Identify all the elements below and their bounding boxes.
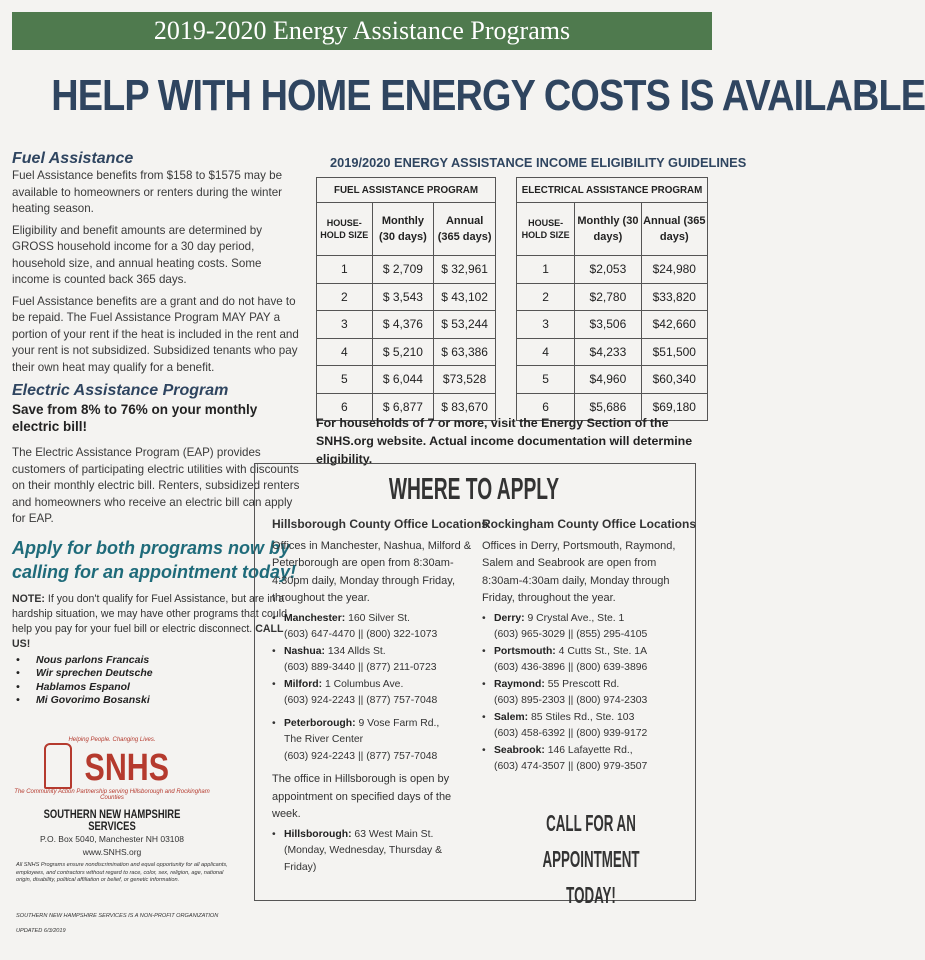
call-us: CALL US! xyxy=(12,622,284,650)
table-caption: ELECTRICAL ASSISTANCE PROGRAM xyxy=(517,178,708,203)
table-cell: $ 53,244 xyxy=(434,311,496,339)
office-address: 55 Prescott Rd. xyxy=(547,678,620,690)
table-row xyxy=(317,256,496,284)
table-cell: 2 xyxy=(517,283,575,311)
office-phone: (603) 895-2303 || (800) 974-2303 xyxy=(494,695,648,706)
note-label: NOTE: xyxy=(12,592,45,605)
hillsborough-heading: Hillsborough County Office Locations xyxy=(272,517,488,531)
po-box: P.O. Box 5040, Manchester NH 03108 xyxy=(40,834,184,844)
table-cell: 3 xyxy=(317,311,373,339)
table-cell: $4,233 xyxy=(575,338,641,366)
banner-title: 2019-2020 Energy Assistance Programs xyxy=(12,12,712,50)
office-name: Milford: xyxy=(284,678,323,690)
column-header: HOUSE-HOLD SIZE xyxy=(517,203,575,256)
where-to-apply-title: WHERE TO APPLY xyxy=(388,471,560,506)
page-headline: HELP WITH HOME ENERGY COSTS IS AVAILABLE xyxy=(51,71,925,120)
table-cell: $ 2,709 xyxy=(372,256,434,284)
table-cell: $ 6,044 xyxy=(372,366,434,394)
fuel-paragraph-1: Fuel Assistance benefits from $158 to $1575 may be available to homeowners or renters during the winter heating season. xyxy=(12,169,283,215)
table-cell: $ 83,670 xyxy=(434,393,496,421)
table-cell: $ 3,543 xyxy=(372,283,434,311)
fuel-paragraph-3: Fuel Assistance benefits are a grant and do not have to be repaid. The Fuel Assistance Program MAY PAY a portion of your rent if the heat is included in the rent and your rent is not subsidized. Subsidized tenants who pay their own heat may qualify for a benefit. xyxy=(12,294,299,374)
column-header: Monthly (30 days) xyxy=(575,203,641,256)
table-cell: 1 xyxy=(517,256,575,284)
hillsborough-note: The office in Hillsborough is open by appointment on specified days of the week. xyxy=(272,773,452,820)
office-phone: (603) 965-3029 || (855) 295-4105 xyxy=(494,629,648,640)
office-name: Derry: xyxy=(494,612,525,624)
office-address: 63 West Main St. xyxy=(354,828,434,840)
table-row xyxy=(317,366,496,394)
table-caption: FUEL ASSISTANCE PROGRAM xyxy=(317,178,496,203)
table-row xyxy=(317,311,496,339)
table-cell: 4 xyxy=(317,338,373,366)
eap-subtitle: Save from 8% to 76% on your monthly electric bill! xyxy=(12,402,258,434)
office-address: 160 Silver St. xyxy=(348,612,410,624)
nonprofit-statement: SOUTHERN NEW HAMPSHIRE SERVICES IS A NON-PROFIT ORGANIZATION xyxy=(16,913,219,919)
table-row xyxy=(317,283,496,311)
table-cell: $73,528 xyxy=(434,366,496,394)
office-name: Salem: xyxy=(494,711,529,723)
office-days: (Monday, Wednesday, Thursday & Friday) xyxy=(284,845,443,873)
table-cell: $ 32,961 xyxy=(434,256,496,284)
office-address: 134 Allds St. xyxy=(327,645,386,657)
table-cell: 4 xyxy=(517,338,575,366)
office-name: Hillsborough: xyxy=(284,828,352,840)
office-phone: (603) 647-4470 || (800) 322-1073 xyxy=(284,629,438,640)
table-cell: 6 xyxy=(517,393,575,421)
office-item xyxy=(272,827,472,877)
table-row xyxy=(517,311,708,339)
language-item: • Nous parlons Francais xyxy=(12,654,302,668)
call-for-appointment: CALL FOR AN APPOINTMENT TODAY! xyxy=(542,810,640,908)
office-name: Portsmouth: xyxy=(494,645,556,657)
language-item: • Hablamos Espanol xyxy=(12,681,302,695)
table-cell: 1 xyxy=(317,256,373,284)
office-address: 85 Stiles Rd., Ste. 103 xyxy=(530,711,635,723)
office-address: 9 Vose Farm Rd., xyxy=(358,717,440,729)
table-cell: $69,180 xyxy=(641,393,707,421)
office-phone: (603) 924-2243 || (877) 757-7048 xyxy=(284,695,438,706)
table-cell: $ 63,386 xyxy=(434,338,496,366)
table-row xyxy=(517,338,708,366)
updated-date: UPDATED 6/3/2019 xyxy=(16,928,66,934)
office-phone: (603) 889-3440 || (877) 211-0723 xyxy=(284,662,437,673)
column-header: HOUSE-HOLD SIZE xyxy=(317,203,373,256)
logo-tagline-bottom: The Community Action Partnership serving Hillsborough and Rockingham Counties xyxy=(14,789,210,801)
table-cell: $3,506 xyxy=(575,311,641,339)
column-header: Annual (365 days) xyxy=(641,203,707,256)
snhs-logo xyxy=(12,743,212,789)
hillsborough-intro: Offices in Manchester, Nashua, Milford & Peterborough are open from 8:30am-4:30pm daily, Monday through Friday, throughout the year. xyxy=(272,539,472,604)
table-cell: 5 xyxy=(517,366,575,394)
fuel-eligibility-table xyxy=(316,177,496,421)
office-address: 4 Cutts St., Ste. 1A xyxy=(558,645,648,657)
office-item xyxy=(272,716,472,766)
table-cell: $42,660 xyxy=(641,311,707,339)
table-row xyxy=(517,366,708,394)
table-cell: $60,340 xyxy=(641,366,707,394)
table-cell: $ 6,877 xyxy=(372,393,434,421)
table-cell: 5 xyxy=(317,366,373,394)
office-item xyxy=(482,644,687,677)
office-phone: (603) 924-2243 || (877) 757-7048 xyxy=(284,750,438,762)
logo-text: SNHS xyxy=(84,747,170,789)
table-cell: $4,960 xyxy=(575,366,641,394)
guidelines-footnote: For households of 7 or more, visit the Energy Section of the SNHS.org website. Actual income documentation will determine eligibility. xyxy=(316,416,693,466)
table-cell: $2,780 xyxy=(575,283,641,311)
office-name: Peterborough: xyxy=(284,717,356,729)
office-item xyxy=(272,677,472,710)
office-item xyxy=(272,611,472,644)
office-name: Seabrook: xyxy=(494,744,545,756)
table-cell: 6 xyxy=(317,393,373,421)
hillsborough-offices xyxy=(272,611,472,766)
new-hampshire-state-icon xyxy=(44,743,72,789)
table-cell: $2,053 xyxy=(575,256,641,284)
office-phone: (603) 474-3507 || (800) 979-3507 xyxy=(494,761,648,772)
office-item xyxy=(482,710,687,743)
office-address: 9 Crystal Ave., Ste. 1 xyxy=(527,612,625,624)
table-cell: 2 xyxy=(317,283,373,311)
table-cell: $33,820 xyxy=(641,283,707,311)
eap-paragraph: The Electric Assistance Program (EAP) provides customers of participating electric utilities with discounts on their monthly electric bill. Renters, subsidized renters and homeowners who receive an electric bill can apply for EAP. xyxy=(12,446,300,525)
office-item xyxy=(272,644,472,677)
website-link[interactable]: www.SNHS.org xyxy=(82,847,142,857)
rockingham-column xyxy=(482,516,697,776)
apply-both-callout: Apply for both programs now by calling for an appointment today! xyxy=(12,537,297,582)
note-text: If you don't qualify for Fuel Assistance, but are in a hardship situation, we may have other programs that could help you pay for your fuel bill or electric disconnect. xyxy=(12,592,287,635)
table-row xyxy=(317,338,496,366)
table-row xyxy=(517,283,708,311)
fuel-paragraph-2: Eligibility and benefit amounts are determined by GROSS household income for a 30 day period, household size, and annual heating costs. Some income is counted back 365 days. xyxy=(12,223,263,286)
language-item: • Mi Govorimo Bosanski xyxy=(12,694,302,708)
column-header: Annual (365 days) xyxy=(434,203,496,256)
org-name: SOUTHERN NEW HAMPSHIRE SERVICES xyxy=(43,809,181,833)
eap-title: Electric Assistance Program xyxy=(12,382,229,399)
rockingham-heading: Rockingham County Office Locations xyxy=(482,517,697,531)
table-cell: 3 xyxy=(517,311,575,339)
snhs-logo-block xyxy=(12,737,212,859)
table-cell: $5,686 xyxy=(575,393,641,421)
nondiscrimination-disclaimer: All SNHS Programs ensure nondiscrimination and equal opportunity for all applicants, employees, and contractors without regard to race, color, sex, religion, age, national origin, disability, political affiliation or belief, or genetic information. xyxy=(16,862,228,883)
office-phone: (603) 436-3896 || (800) 639-3896 xyxy=(494,662,648,673)
table-cell: $51,500 xyxy=(641,338,707,366)
table-cell: $ 5,210 xyxy=(372,338,434,366)
office-name: Manchester: xyxy=(284,612,346,624)
office-name: Nashua: xyxy=(284,645,325,657)
office-name: Raymond: xyxy=(494,678,545,690)
office-address: 1 Columbus Ave. xyxy=(324,678,404,690)
table-cell: $24,980 xyxy=(641,256,707,284)
table-row xyxy=(517,256,708,284)
office-phone: (603) 458-6392 || (800) 939-9172 xyxy=(494,728,648,739)
table-cell: $ 43,102 xyxy=(434,283,496,311)
rockingham-intro: Offices in Derry, Portsmouth, Raymond, Salem and Seabrook are open from 8:30am-4:30am daily, Monday through Friday, throughout the year. xyxy=(482,539,676,604)
logo-tagline-top: Helping People. Changing Lives. xyxy=(68,737,156,743)
fuel-assistance-title: Fuel Assistance xyxy=(12,150,134,167)
table-cell: $ 4,376 xyxy=(372,311,434,339)
office-address: 146 Lafayette Rd., xyxy=(547,744,633,756)
office-item xyxy=(482,611,687,644)
language-item: • Wir sprechen Deutsche xyxy=(12,667,302,681)
hillsborough-column xyxy=(272,516,488,876)
hillsborough-office xyxy=(272,827,472,877)
office-item xyxy=(482,677,687,710)
office-address-2: The River Center xyxy=(284,734,364,745)
office-item xyxy=(482,743,687,776)
electric-eligibility-table xyxy=(516,177,708,421)
column-header: Monthly (30 days) xyxy=(372,203,434,256)
rockingham-offices xyxy=(482,611,687,776)
guidelines-title: 2019/2020 ENERGY ASSISTANCE INCOME ELIGIBILITY GUIDELINES xyxy=(330,155,747,170)
